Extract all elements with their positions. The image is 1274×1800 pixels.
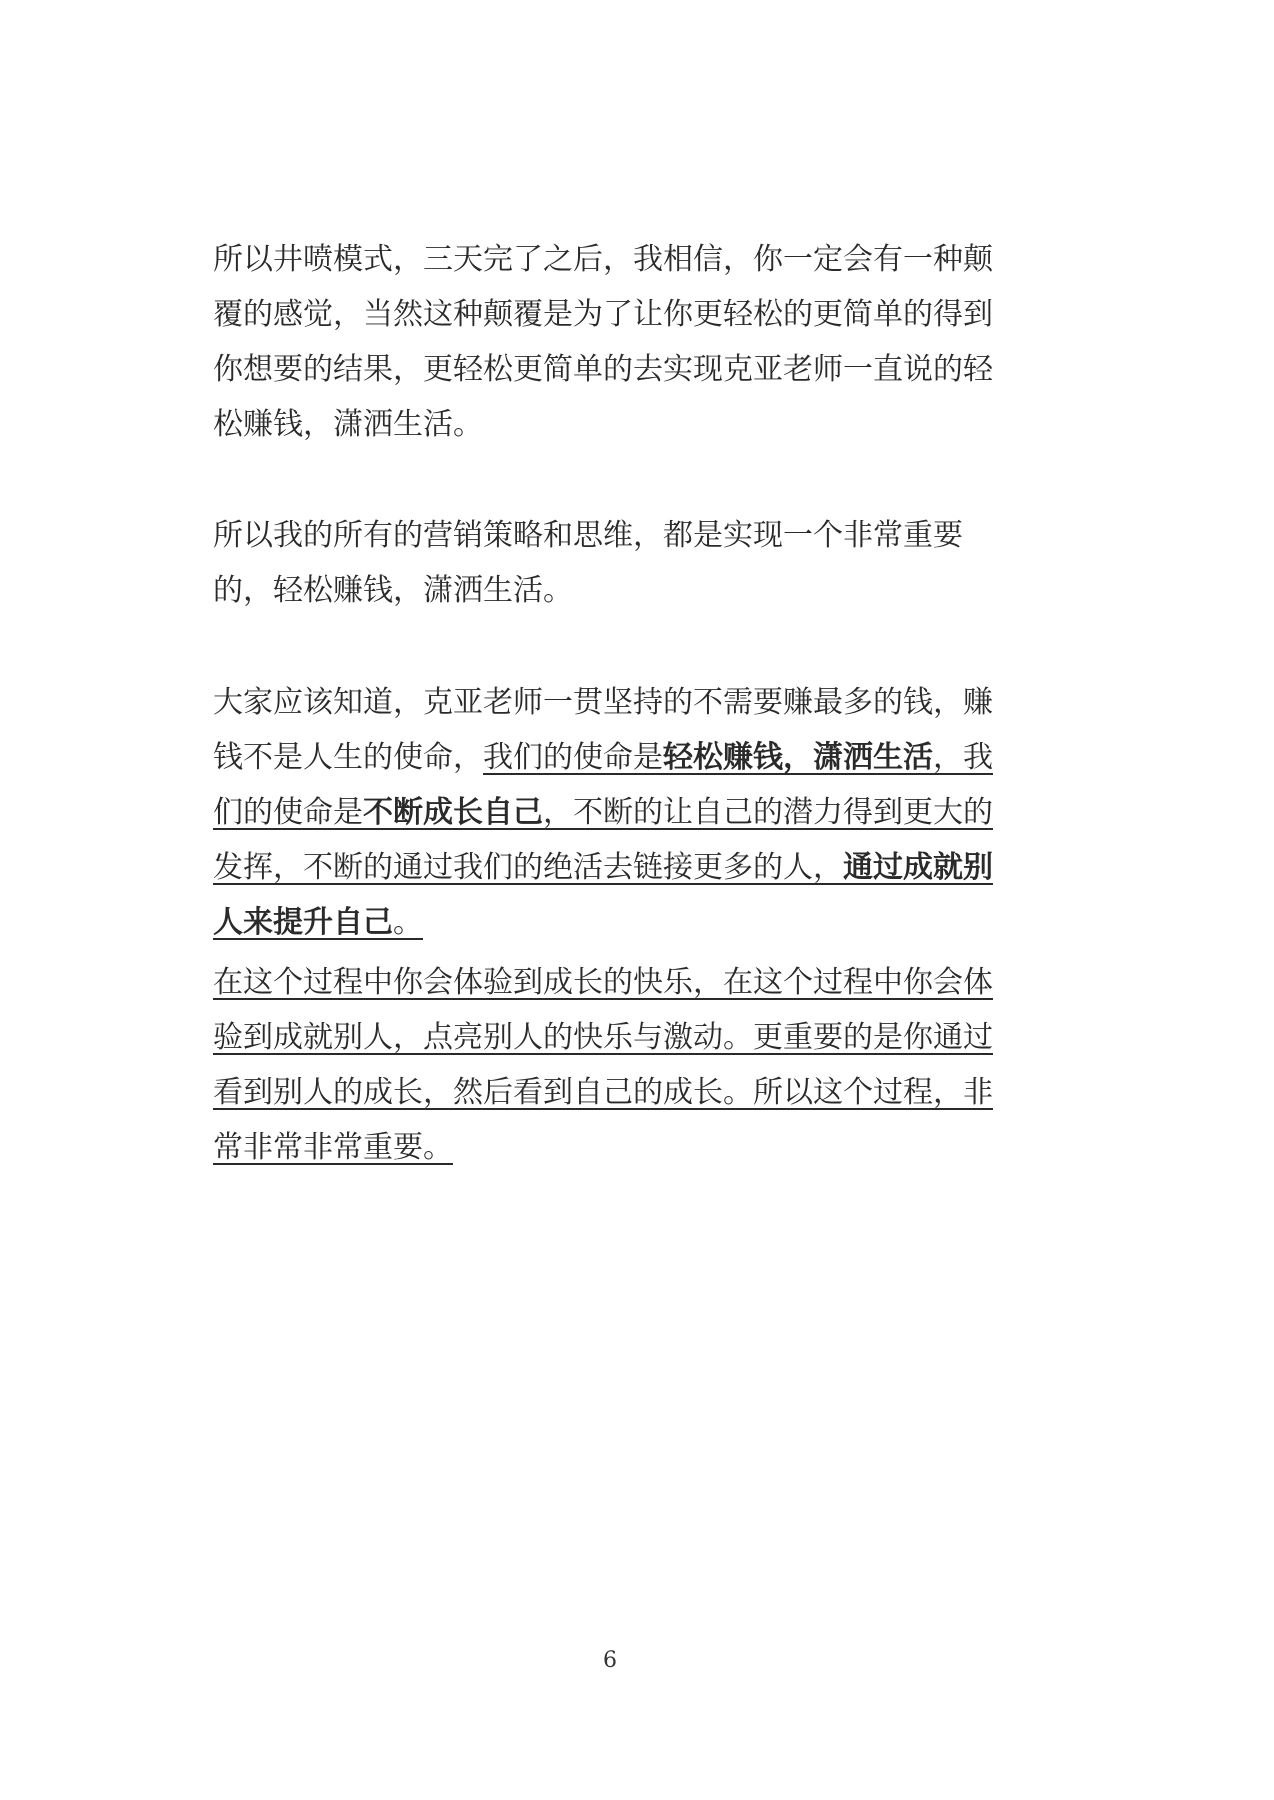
paragraph-3-run-8: 。 bbox=[393, 905, 423, 940]
paragraph-3-run-3: 轻松赚钱，潇洒生活 bbox=[663, 740, 933, 775]
paragraph-3-run-4: ，我们的使命是 bbox=[213, 740, 993, 830]
paragraph-2-run-1: 所以我的所有的营销策略和思维，都是实现一个非常重要的，轻松赚钱，潇洒生活。 bbox=[213, 518, 963, 608]
paragraph-4 bbox=[213, 955, 1013, 1175]
paragraph-1 bbox=[213, 232, 1013, 452]
paragraph-1-run-1: 所以井喷模式，三天完了之后，我相信，你一定会有一种颠覆的感觉，当然这种颠覆是为了让你更轻松的更简单的得到你想要的结果，更轻松更简单的去实现克亚老师一直说的轻松赚钱，潇洒生活。 bbox=[213, 242, 993, 442]
paragraph-3-run-6: ，不断的让自己的潜力得到更大的发挥，不断的通过我们的绝活去链接更多的人， bbox=[213, 795, 993, 885]
paragraph-3-run-5: 不断成长自己 bbox=[363, 795, 543, 830]
paragraph-4-run-1: 在这个过程中你会体验到成长的快乐，在这个过程中你会体验到成就别人，点亮别人的快乐与激动。更重要的是你通过看到别人的成长，然后看到自己的成长。所以这个过程，非常非常非常重要。 bbox=[213, 965, 993, 1165]
paragraph-3-run-1: 大家应该知道，克亚老师一贯坚持的不需要赚最多的钱，赚钱不是人生的使命， bbox=[213, 685, 993, 775]
paragraph-3-run-7: 通过成就别人来提升自己 bbox=[213, 850, 993, 940]
page-number: 6 bbox=[603, 1648, 617, 1673]
paragraph-3 bbox=[213, 675, 1013, 950]
paragraph-2 bbox=[213, 508, 1013, 618]
paragraph-3-run-2: 我们的使命是 bbox=[483, 740, 663, 775]
